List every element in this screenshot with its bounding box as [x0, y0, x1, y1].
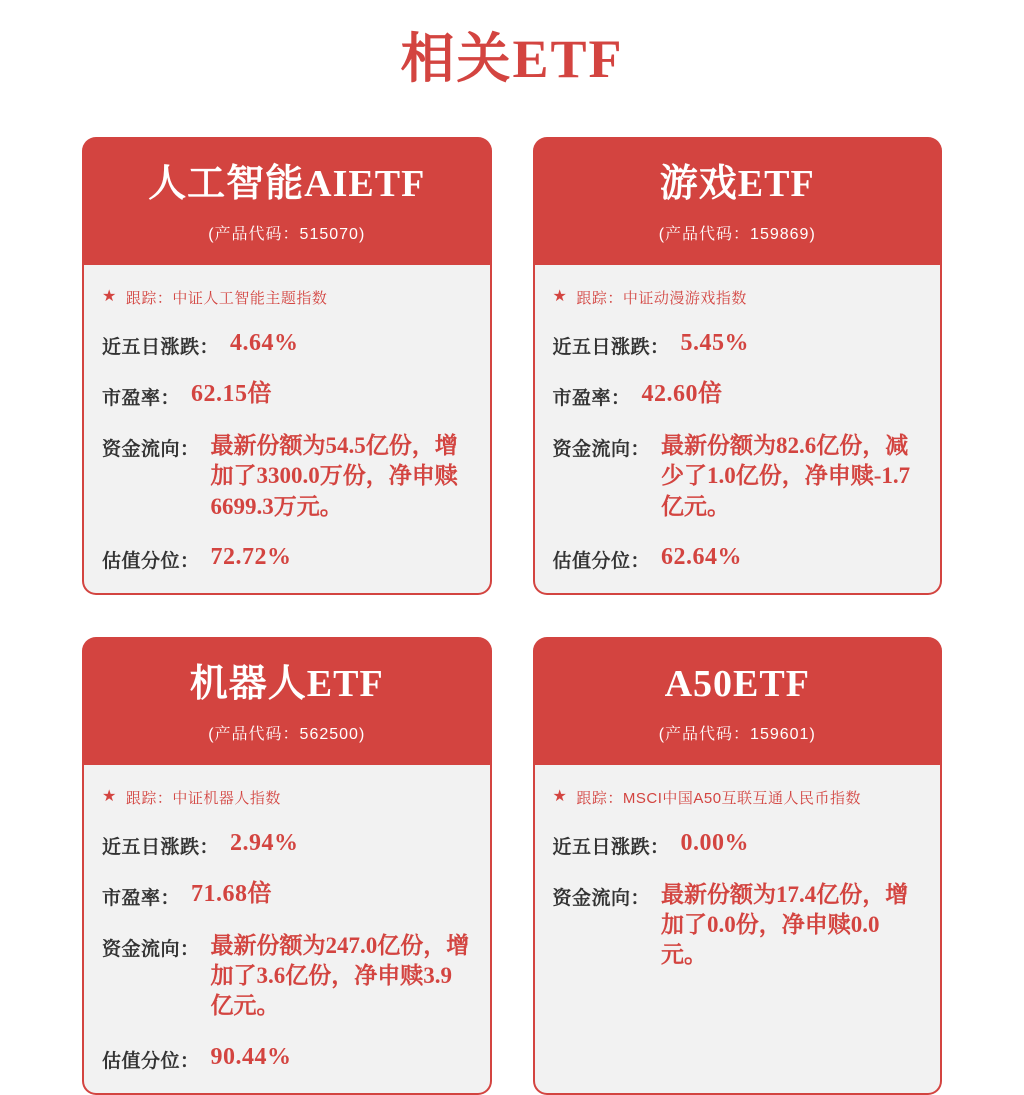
pe-label: 市盈率：	[102, 887, 181, 909]
track-index: 中证人工智能主题指数	[172, 289, 328, 307]
card-header	[82, 137, 492, 265]
card-header	[82, 637, 492, 765]
flow-value: 最新份额为17.4亿份，增加了0.0份，净申赎0.0元。	[661, 881, 909, 968]
card-product-code: (产品代码：562500)	[208, 725, 366, 743]
flow-label: 资金流向：	[552, 438, 651, 460]
pe-value: 62.15倍	[191, 380, 273, 407]
track-label: 跟踪：	[576, 289, 623, 307]
pe-label: 市盈率：	[552, 387, 631, 409]
track-row	[102, 787, 472, 808]
valuation-value: 90.44%	[210, 1043, 292, 1070]
track-index: 中证机器人指数	[172, 789, 281, 807]
flow-row	[553, 880, 923, 971]
change-row	[102, 329, 472, 359]
card-product-code: (产品代码：515070)	[208, 225, 366, 243]
card-header	[533, 637, 943, 765]
track-index: MSCI中国A50互联互通人民币指数	[622, 789, 862, 807]
valuation-value: 62.64%	[661, 543, 743, 570]
valuation-value: 72.72%	[210, 543, 292, 570]
flow-label: 资金流向：	[552, 887, 651, 909]
pe-row	[553, 380, 923, 410]
track-row	[553, 287, 923, 308]
star-icon: ★	[102, 788, 117, 806]
valuation-label: 估值分位：	[102, 1050, 200, 1072]
track-label: 跟踪：	[576, 789, 623, 807]
track-label: 跟踪：	[125, 789, 173, 807]
card-title: A50ETF	[664, 662, 810, 705]
flow-row	[102, 931, 472, 1022]
star-icon: ★	[552, 288, 568, 306]
card-body	[533, 265, 943, 595]
card-product-code: (产品代码：159601)	[658, 725, 816, 743]
flow-value: 最新份额为247.0亿份，增加了3.6亿份，净申赎3.9亿元。	[210, 932, 470, 1019]
pe-value: 71.68倍	[191, 880, 273, 907]
etf-card-game	[533, 137, 943, 595]
etf-card-a50	[533, 637, 943, 1095]
etf-card-ai	[82, 137, 492, 595]
valuation-row	[102, 1043, 472, 1073]
change-label: 近五日涨跌：	[552, 336, 670, 358]
card-body	[533, 765, 943, 1095]
star-icon: ★	[552, 788, 568, 806]
change-value: 5.45%	[680, 329, 750, 356]
change-row	[553, 829, 923, 859]
valuation-row	[102, 543, 472, 573]
change-row	[102, 829, 472, 859]
change-value: 2.94%	[230, 829, 299, 856]
etf-card-robot	[82, 637, 492, 1095]
pe-label: 市盈率：	[102, 387, 181, 409]
card-title: 人工智能AIETF	[148, 163, 426, 205]
flow-label: 资金流向：	[102, 438, 200, 460]
card-title: 游戏ETF	[659, 163, 815, 205]
valuation-label: 估值分位：	[102, 550, 200, 572]
change-row	[553, 329, 923, 359]
valuation-row	[553, 543, 923, 573]
track-row	[553, 787, 923, 808]
card-header	[533, 137, 943, 265]
flow-value: 最新份额为54.5亿份，增加了3300.0万份，净申赎6699.3万元。	[210, 432, 458, 519]
card-body	[82, 765, 492, 1095]
card-title: 机器人ETF	[189, 662, 384, 705]
change-label: 近五日涨跌：	[102, 336, 220, 358]
star-icon: ★	[102, 288, 117, 306]
card-body	[82, 265, 492, 595]
pe-value: 42.60倍	[641, 380, 723, 407]
flow-row	[553, 431, 923, 522]
change-label: 近五日涨跌：	[552, 836, 670, 858]
flow-label: 资金流向：	[102, 938, 200, 960]
track-index: 中证动漫游戏指数	[622, 289, 747, 307]
card-product-code: (产品代码：159869)	[658, 225, 816, 243]
change-value: 4.64%	[230, 329, 299, 356]
pe-row	[102, 880, 472, 910]
track-row	[102, 287, 472, 308]
pe-row	[102, 380, 472, 410]
flow-row	[102, 431, 472, 522]
change-label: 近五日涨跌：	[102, 836, 220, 858]
flow-value: 最新份额为82.6亿份，减少了1.0亿份，净申赎-1.7亿元。	[661, 432, 911, 519]
valuation-label: 估值分位：	[552, 550, 651, 572]
etf-cards-grid	[82, 137, 942, 1095]
track-label: 跟踪：	[125, 289, 173, 307]
page-title: 相关ETF	[400, 29, 624, 89]
change-value: 0.00%	[680, 829, 750, 856]
